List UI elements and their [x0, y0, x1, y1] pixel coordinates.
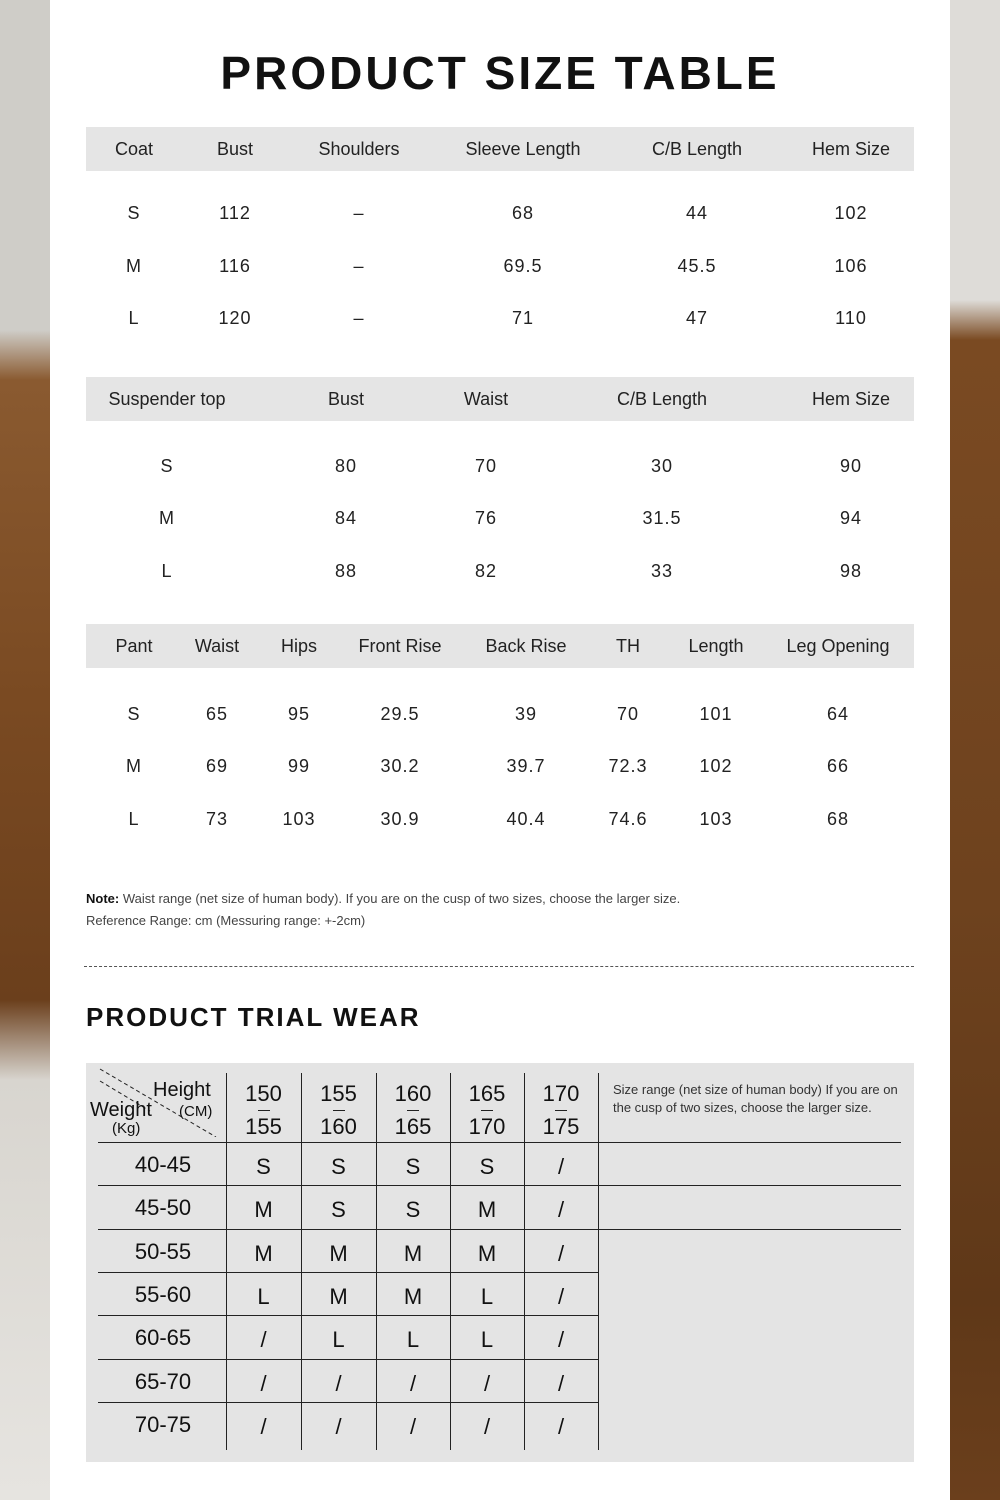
suspender-cell: 94 — [839, 508, 863, 528]
pant-header-5: TH — [616, 636, 640, 656]
note-line-2: Reference Range: cm (Messuring range: +-2cm) — [86, 913, 366, 928]
pant-cell: 39.7 — [506, 756, 546, 776]
background-photo-right — [950, 0, 1000, 1500]
suspender-header-3: C/B Length — [616, 389, 708, 409]
grid-hline — [98, 1142, 901, 1143]
pant-header-3: Front Rise — [358, 636, 442, 656]
weight-range: 65-70 — [134, 1368, 192, 1394]
recommended-size: / — [557, 1413, 565, 1439]
recommended-size: M — [329, 1240, 348, 1266]
pant-cell: 99 — [287, 756, 311, 776]
recommended-size: / — [557, 1197, 565, 1223]
grid-vline — [376, 1073, 377, 1450]
trial-size-note: Size range (net size of human body) If you are on the cusp of two sizes, choose the larger size. — [613, 1082, 898, 1115]
note-line-1: Waist range (net size of human body). If you are on the cusp of two sizes, choose the larger size. — [122, 891, 681, 906]
coat-cell: 112 — [219, 203, 251, 223]
pant-cell: L — [128, 809, 140, 829]
pant-size-table — [86, 624, 914, 844]
suspender-cell: L — [161, 561, 173, 581]
coat-cell: 47 — [685, 308, 709, 328]
pant-cell: 30.2 — [380, 756, 420, 776]
pant-cell: 66 — [826, 756, 850, 776]
recommended-size: / — [335, 1370, 342, 1396]
recommended-size: M — [329, 1283, 348, 1309]
coat-cell: 44 — [685, 203, 709, 223]
dashed-divider — [84, 966, 914, 967]
pant-table-header — [86, 624, 914, 668]
coat-cell: 69.5 — [503, 256, 543, 276]
grid-vline — [524, 1073, 525, 1450]
grid-hline — [98, 1402, 598, 1403]
suspender-cell: 90 — [839, 456, 863, 476]
coat-cell: 110 — [835, 308, 867, 328]
size-chart-sheet — [50, 0, 950, 1500]
grid-hline — [98, 1272, 598, 1273]
recommended-size: M — [477, 1197, 497, 1223]
recommended-size: S — [331, 1154, 346, 1179]
suspender-cell: 98 — [839, 561, 863, 581]
weight-range: 40-45 — [134, 1152, 192, 1177]
suspender-header-4: Hem Size — [811, 389, 891, 409]
height-from: 165 — [468, 1081, 506, 1106]
coat-cell: 102 — [834, 203, 868, 223]
weight-range: 60-65 — [134, 1325, 192, 1351]
recommended-size: M — [403, 1283, 423, 1309]
height-from: 150 — [245, 1081, 282, 1106]
coat-header-2: Shoulders — [318, 139, 400, 159]
grid-hline — [98, 1229, 901, 1230]
suspender-cell: 30 — [650, 456, 674, 476]
height-from: 170 — [542, 1081, 580, 1106]
recommended-size: S — [479, 1154, 495, 1179]
coat-cell: M — [126, 256, 142, 276]
height-range-dash — [481, 1110, 493, 1111]
suspender-table-header — [86, 377, 914, 421]
trial-wear-title: PRODUCT TRIAL WEAR — [86, 1002, 421, 1032]
recommended-size: L — [480, 1283, 494, 1309]
pant-header-7: Leg Opening — [786, 636, 890, 656]
recommended-size: / — [260, 1413, 267, 1439]
coat-table-header — [86, 127, 914, 171]
recommended-size: / — [557, 1327, 565, 1353]
pant-header-1: Waist — [194, 636, 240, 656]
pant-cell: 74.6 — [608, 809, 648, 829]
coat-cell: S — [127, 203, 141, 223]
recommended-size: S — [256, 1154, 271, 1179]
pant-cell: M — [126, 756, 142, 776]
pant-cell: 95 — [287, 704, 311, 724]
coat-cell: – — [353, 308, 365, 328]
recommended-size: M — [403, 1240, 423, 1266]
recommended-size: / — [557, 1370, 565, 1396]
recommended-size: / — [557, 1240, 565, 1266]
weight-range: 55-60 — [134, 1281, 192, 1307]
recommended-size: / — [335, 1413, 342, 1439]
pant-cell: 70 — [616, 704, 640, 724]
recommended-size: / — [483, 1370, 491, 1396]
pant-cell: 103 — [282, 809, 316, 829]
coat-cell: 106 — [834, 256, 868, 276]
grid-vline — [301, 1073, 302, 1450]
grid-hline — [98, 1315, 598, 1316]
pant-header-2: Hips — [280, 636, 318, 656]
recommended-size: / — [260, 1327, 267, 1353]
coat-cell: 120 — [218, 308, 252, 328]
coat-cell: 68 — [511, 203, 535, 223]
coat-size-table — [86, 127, 914, 347]
grid-vline — [226, 1073, 227, 1450]
recommended-size: / — [409, 1370, 417, 1396]
height-range-dash — [407, 1110, 419, 1111]
corner-height-label: Height — [153, 1079, 211, 1101]
suspender-cell: 84 — [334, 508, 358, 528]
suspender-cell: 82 — [474, 561, 498, 581]
height-to: 155 — [245, 1114, 282, 1139]
pant-header-0: Pant — [115, 636, 153, 656]
note-label: Note: — [86, 891, 120, 906]
coat-header-3: Sleeve Length — [465, 139, 581, 159]
corner-height-unit: (CM) — [179, 1103, 213, 1120]
pant-cell: 103 — [699, 809, 733, 829]
recommended-size: L — [257, 1283, 270, 1309]
height-range-dash — [333, 1110, 345, 1111]
suspender-header-2: Waist — [463, 389, 509, 409]
pant-header-6: Length — [688, 636, 744, 656]
suspender-cell: 76 — [474, 508, 498, 528]
suspender-cell: 70 — [474, 456, 498, 476]
grid-hline — [98, 1359, 598, 1360]
height-range-dash — [258, 1110, 270, 1111]
pant-cell: 64 — [826, 704, 850, 724]
pant-cell: 39 — [514, 704, 538, 724]
suspender-header-1: Bust — [327, 389, 365, 409]
recommended-size: S — [405, 1197, 421, 1223]
pant-cell: 72.3 — [608, 756, 648, 776]
grid-vline — [450, 1073, 451, 1450]
grid-vline — [598, 1073, 599, 1450]
page-title: PRODUCT SIZE TABLE — [220, 47, 780, 99]
recommended-size: / — [557, 1283, 565, 1309]
pant-header-4: Back Rise — [485, 636, 567, 656]
suspender-cell: 33 — [650, 561, 674, 581]
height-to: 175 — [542, 1114, 580, 1139]
height-to: 170 — [468, 1114, 506, 1139]
pant-cell: 69 — [205, 756, 229, 776]
trial-wear-table — [86, 1063, 914, 1462]
coat-cell: 45.5 — [677, 256, 717, 276]
coat-cell: L — [128, 308, 140, 328]
height-from: 160 — [394, 1081, 432, 1106]
height-to: 160 — [320, 1114, 357, 1139]
recommended-size: M — [254, 1240, 273, 1266]
recommended-size: L — [480, 1327, 494, 1353]
recommended-size: S — [331, 1197, 346, 1223]
background-photo-left — [0, 0, 50, 1500]
corner-weight-label: Weight — [90, 1099, 152, 1121]
suspender-header-0: Suspender top — [108, 389, 226, 409]
height-to: 165 — [394, 1114, 432, 1139]
grid-hline — [98, 1185, 901, 1186]
pant-cell: 102 — [699, 756, 733, 776]
coat-header-1: Bust — [216, 139, 254, 159]
pant-cell: 29.5 — [380, 704, 420, 724]
suspender-cell: M — [159, 508, 175, 528]
coat-cell: – — [353, 203, 365, 223]
recommended-size: M — [254, 1197, 273, 1223]
recommended-size: S — [405, 1154, 421, 1179]
recommended-size: L — [406, 1327, 420, 1353]
height-range-dash — [555, 1110, 567, 1111]
recommended-size: / — [557, 1154, 565, 1179]
pant-cell: 65 — [205, 704, 229, 724]
pant-cell: S — [127, 704, 141, 724]
recommended-size: L — [332, 1327, 345, 1353]
pant-cell: 40.4 — [506, 809, 546, 829]
recommended-size: M — [477, 1240, 497, 1266]
coat-header-0: Coat — [114, 139, 154, 159]
pant-cell: 73 — [205, 809, 229, 829]
suspender-cell: 88 — [334, 561, 358, 581]
suspender-top-size-table — [86, 377, 914, 597]
corner-weight-unit: (Kg) — [112, 1120, 141, 1137]
coat-cell: – — [353, 256, 365, 276]
pant-cell: 30.9 — [380, 809, 420, 829]
weight-range: 70-75 — [134, 1411, 192, 1437]
coat-cell: 116 — [219, 256, 251, 276]
recommended-size: / — [260, 1370, 267, 1396]
suspender-cell: 31.5 — [642, 508, 682, 528]
coat-header-4: C/B Length — [651, 139, 743, 159]
weight-range: 50-55 — [134, 1238, 192, 1264]
weight-range: 45-50 — [134, 1195, 192, 1221]
size-note — [86, 888, 914, 932]
suspender-cell: S — [160, 456, 174, 476]
pant-cell: 101 — [699, 704, 733, 724]
coat-header-5: Hem Size — [811, 139, 891, 159]
height-from: 155 — [320, 1081, 357, 1106]
pant-cell: 68 — [826, 809, 850, 829]
coat-cell: 71 — [511, 308, 535, 328]
suspender-cell: 80 — [334, 456, 358, 476]
recommended-size: / — [483, 1413, 491, 1439]
recommended-size: / — [409, 1413, 417, 1439]
